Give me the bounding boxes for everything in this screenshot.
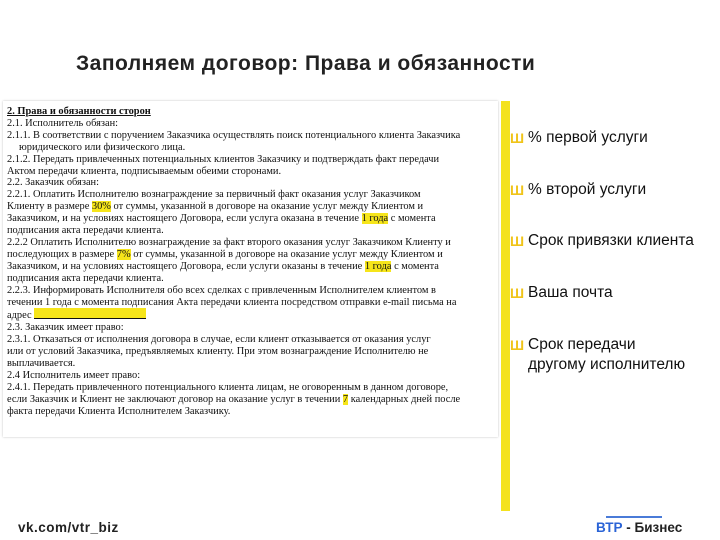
doc-line: 2.4.1. Передать привлеченного потенциального клиента лицам, не оговоренным в данном договоре, — [7, 381, 449, 393]
doc-text-fragment: календарных дней после — [348, 393, 461, 405]
doc-line: 2.1.2. Передать привлеченных потенциальных клиентов Заказчику и подтверждать факт передачи — [7, 153, 440, 165]
bullet-text-block — [528, 335, 685, 375]
bullet-text-continued: другому исполнителю — [528, 356, 686, 373]
doc-text-fragment: от суммы, указанной в договоре на оказание услуг между Клиентом и — [130, 248, 443, 260]
doc-line — [7, 213, 492, 225]
bullet-text: Ваша почта — [528, 284, 613, 301]
doc-text-fragment: Заказчиком, и на условиях настоящего Договора, если услуги оказаны в течение — [7, 260, 365, 272]
doc-text-fragment: с момента — [391, 260, 439, 272]
doc-line: Актом передачи клиента, подписываемым обеими сторонами. — [7, 165, 282, 177]
bullet-marker-icon: Ш — [510, 233, 525, 249]
doc-line: течении 1 года с момента подписания Акта передачи клиента посредством отправки e-mail письма на — [7, 296, 457, 308]
doc-line: 2. Права и обязанности сторон — [7, 106, 151, 117]
doc-line: 2.3. Заказчик имеет право: — [7, 322, 124, 334]
footer-link[interactable]: vk.com/vtr_biz — [18, 520, 119, 535]
brand-logo: ВТР — [596, 520, 623, 535]
doc-line: 2.1.1. В соответствии с поручением Заказчика осуществлять поиск потенциального клиента Заказчика — [7, 129, 461, 141]
doc-text-fragment: от суммы, указанной в договоре на оказание услуг между Клиентом и — [110, 201, 424, 213]
doc-text-fragment: последующих в размере — [7, 248, 117, 260]
doc-line: факта передачи Клиента Исполнителем Заказчику. — [7, 405, 231, 417]
bullet-text: Срок привязки клиента — [528, 232, 694, 249]
highlight-second-percent: 7% — [116, 248, 131, 260]
bullet-marker-icon: Ш — [510, 285, 525, 301]
doc-line: подписания акта передачи клиента. — [7, 225, 164, 237]
doc-line — [7, 308, 492, 322]
bullet-item — [510, 335, 720, 375]
bullet-item — [510, 180, 720, 201]
doc-line: 2.2.1. Оплатить Исполнителю вознаграждение за первичный факт оказания услуг Заказчиком — [7, 189, 421, 201]
highlight-days: 7 — [342, 393, 349, 405]
doc-line — [7, 261, 492, 273]
bullet-text: Срок передачи — [528, 336, 636, 353]
bullet-marker-icon: Ш — [510, 182, 525, 198]
doc-line — [7, 249, 492, 261]
contract-excerpt — [3, 101, 498, 437]
contract-text — [3, 101, 498, 418]
accent-bar — [501, 101, 510, 511]
highlight-term: 1 года — [364, 260, 392, 272]
doc-line: выплачивается. — [7, 358, 76, 370]
doc-line: юридического или физического лица. — [19, 141, 186, 153]
bullet-item — [510, 231, 720, 252]
doc-line: 2.4 Исполнитель имеет право: — [7, 369, 141, 381]
doc-line: 2.2.2 Оплатить Исполнителю вознаграждение за факт второго оказания услуг Заказчиком Клиенту и — [7, 236, 451, 248]
brand-suffix: - Бизнес — [622, 520, 683, 535]
highlight-first-percent: 30% — [91, 201, 111, 213]
doc-text-fragment: с момента — [388, 213, 436, 225]
highlight-term: 1 года — [361, 213, 389, 225]
doc-text-fragment: Заказчиком, и на условиях настоящего Договора, если услуга оказана в течение — [7, 213, 362, 225]
doc-text-fragment: Клиенту в размере — [7, 201, 92, 213]
doc-text-fragment: адрес — [7, 310, 35, 322]
bullet-item — [510, 128, 720, 149]
bullet-item — [510, 283, 720, 304]
doc-line: подписания акта передачи клиента. — [7, 272, 164, 284]
doc-line: или от условий Заказчика, предъявляемых клиенту. При этом вознаграждение Исполнителю не — [7, 346, 429, 358]
footer-divider — [606, 516, 662, 518]
bullet-text: % первой услуги — [528, 129, 648, 146]
slide-title: Заполняем договор: Права и обязанности — [76, 52, 536, 75]
doc-line: 2.1. Исполнитель обязан: — [7, 117, 119, 129]
bullet-marker-icon: Ш — [510, 337, 525, 353]
doc-line: 2.2. Заказчик обязан: — [7, 177, 99, 189]
doc-line: 2.2.3. Информировать Исполнителя обо всех сделках с привлеченным Исполнителем клиентом в — [7, 284, 436, 296]
doc-line — [7, 201, 492, 213]
doc-line — [7, 394, 492, 406]
bullet-marker-icon: Ш — [510, 130, 525, 146]
footer-brand — [596, 520, 682, 535]
doc-text-fragment: если Заказчик и Клиент не заключают договор на оказание услуг в течении — [7, 393, 343, 405]
bullet-text: % второй услуги — [528, 181, 647, 198]
highlight-email-blank — [34, 308, 146, 319]
doc-line: 2.3.1. Отказаться от исполнения договора в случае, если клиент отказывается от оказания услуг — [7, 334, 431, 346]
